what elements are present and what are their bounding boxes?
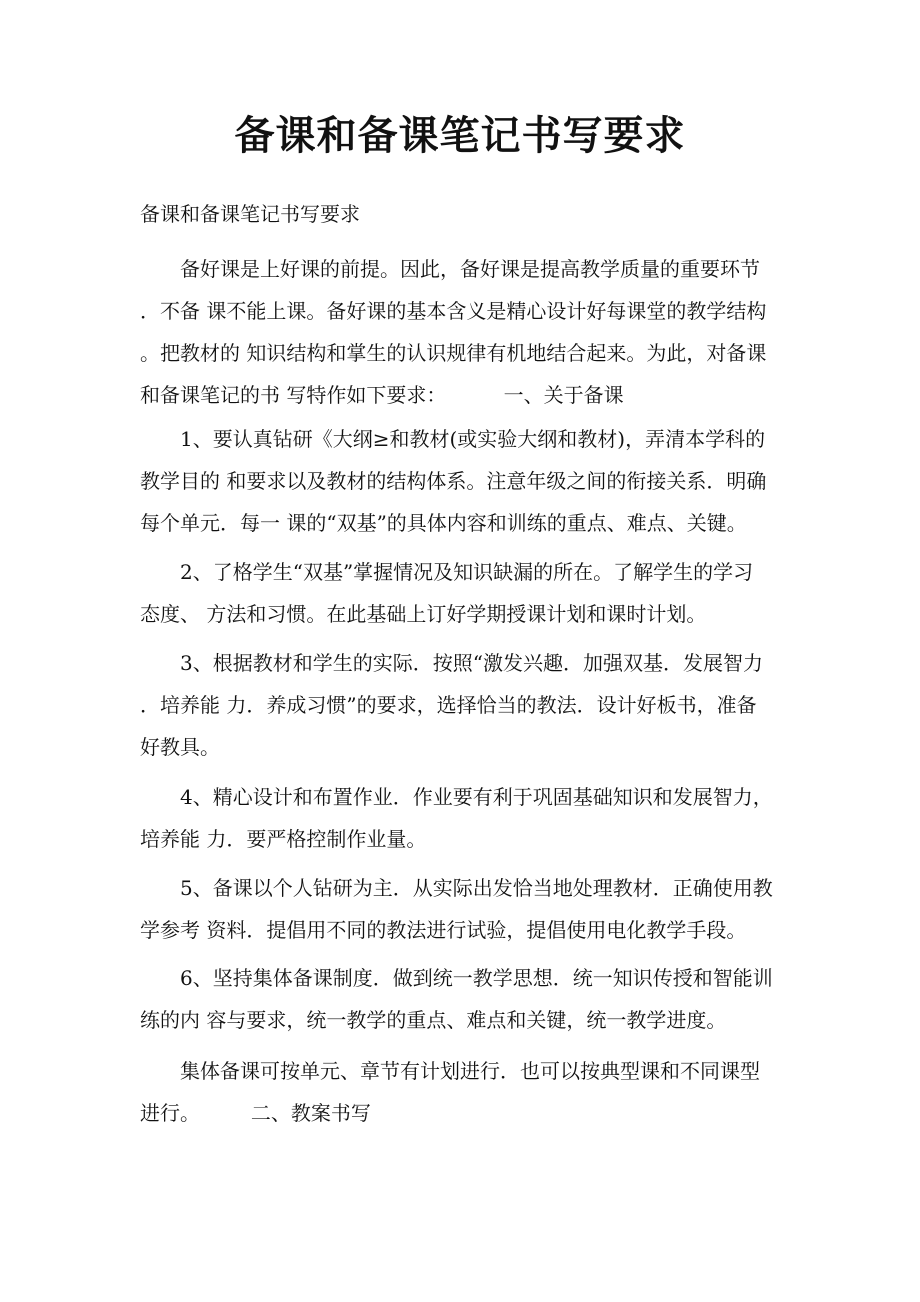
paragraph-line: 进行。 二、教案书写 [140,1101,371,1125]
paragraph-item-2 [140,551,790,635]
paragraph-line: 态度、 方法和习惯。在此基础上订好学期授课计划和课时计划。 [140,602,707,626]
paragraph-item-6 [140,957,790,1041]
paragraph-line: 。把教材的 知识结构和掌生的认识规律有机地结合起来。为此，对备课 [140,341,767,365]
document-title: 备课和备课笔记书写要求 [234,112,686,159]
paragraph-line: 和备课笔记的书 写特作如下要求： 一、关于备课 [140,383,624,407]
paragraph-line: ．不备 课不能上课。备好课的基本含义是精心设计好每课堂的教学结构 [140,299,767,323]
paragraph-line: 3、根据教材和学生的实际．按照“激发兴趣．加强双基．发展智力 [180,651,763,675]
paragraph-intro [140,248,790,416]
paragraph-line: 教学目的 和要求以及教材的结构体系。注意年级之间的衔接关系．明确 [140,469,767,493]
paragraph-line: 每个单元．每一 课的“双基”的具体内容和训练的重点、难点、关键。 [140,511,747,535]
paragraph-item-1 [140,418,790,544]
paragraph-line: 2、了格学生“双基”掌握情况及知识缺漏的所在。了解学生的学习 [180,560,754,584]
paragraph-line: ．培养能 力．养成习惯”的要求，选择恰当的教法．设计好板书，准备 [140,693,757,717]
paragraph-line: 集体备课可按单元、章节有计划进行．也可以按典型课和不同课型 [180,1059,760,1083]
paragraph-item-5 [140,867,790,951]
paragraph-line: 培养能 力．要严格控制作业量。 [140,827,427,851]
paragraph-item-4 [140,776,790,860]
paragraph-line: 练的内 容与要求，统一教学的重点、难点和关键，统一教学进度。 [140,1008,727,1032]
paragraph-line: 1、要认真钻研《大纲≥和教材(或实验大纲和教材)，弄清本学科的 [180,427,766,451]
paragraph-item-3 [140,642,790,768]
paragraph-line: 6、坚持集体备课制度．做到统一教学思想．统一知识传授和智能训 [180,966,773,990]
paragraph-line: 备好课是上好课的前提。因此，备好课是提高教学质量的重要环节 [180,257,760,281]
paragraph-line: 学参考 资料．提倡用不同的教法进行试验，提倡使用电化教学手段。 [140,918,747,942]
paragraph-line: 好教具。 [140,735,220,759]
document-subtitle: 备课和备课笔记书写要求 [140,202,360,226]
paragraph-line: 4、精心设计和布置作业．作业要有利于巩固基础知识和发展智力， [180,785,773,809]
paragraph-closing [140,1050,790,1134]
paragraph-line: 5、备课以个人钻研为主．从实际出发恰当地处理教材．正确使用教 [180,876,773,900]
